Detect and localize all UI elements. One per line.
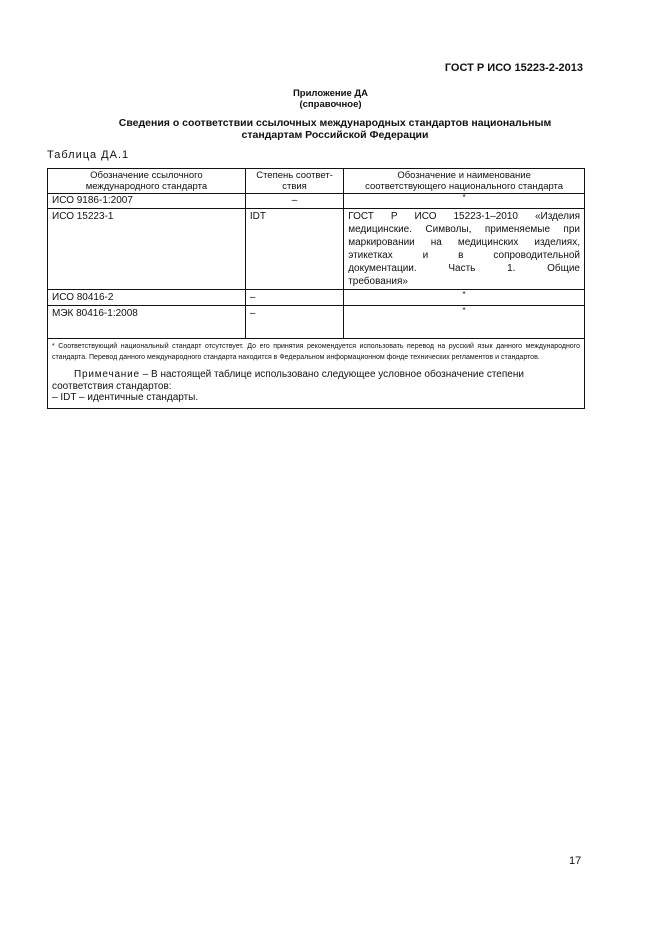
header-text: Обозначение и наименование — [397, 170, 531, 181]
cell-ref: ИСО 9186-1:2007 — [48, 194, 246, 209]
appendix-subtitle: (справочное) — [299, 99, 362, 110]
appendix-title: Приложение ДА — [292, 88, 369, 99]
table-footnote: * Соответствующий национальный стандарт отсутствует. До его принятия рекомендуется использовать перевод на русский язык данного международного стандарта. Перевод данного международного стандарта находится в Федеральном информационном фонде технических регламентов и стандартов. — [52, 343, 580, 361]
cell-degree: – — [245, 290, 343, 306]
table-caption: Таблица ДА.1 — [47, 149, 130, 161]
table-header-row — [48, 169, 585, 194]
table-row — [48, 194, 585, 209]
header-degree — [245, 169, 343, 194]
header-text: ствия — [282, 181, 307, 192]
note-item: – IDT – идентичные стандарты. — [52, 392, 199, 403]
table-row — [48, 306, 585, 339]
appendix-heading-line2: стандартам Российской Федерации — [241, 129, 429, 141]
standards-table — [47, 168, 585, 409]
table-footnote-row — [48, 339, 585, 409]
cell-degree: IDT — [245, 209, 343, 290]
table-row — [48, 209, 585, 290]
cell-national — [344, 290, 585, 306]
national-line: ГОСТ Р ИСО 15223-1–2010 «Изделия — [348, 211, 580, 222]
cell-degree — [245, 194, 343, 209]
header-national-standard — [344, 169, 585, 194]
footnote-mark: * — [462, 306, 466, 315]
document-code: ГОСТ Р ИСО 15223-2-2013 — [444, 62, 583, 74]
appendix-heading-line1: Сведения о соответствии ссылочных международных стандартов национальным — [118, 117, 552, 129]
appendix-title-block — [0, 88, 661, 110]
page-number: 17 — [569, 855, 582, 867]
national-line: медицинские. Символы, применяемые при — [348, 224, 580, 235]
footnote-mark: * — [462, 290, 466, 299]
note-text: – В настоящей таблице использовано следующее условное обозначение степени соответствия стандартов: — [52, 369, 524, 392]
header-text: соответствующего национального стандарта — [365, 181, 564, 192]
cell-national — [344, 194, 585, 209]
table-row — [48, 290, 585, 306]
cell-ref: МЭК 80416-1:2008 — [48, 306, 246, 339]
header-text: Обозначение ссылочного — [90, 170, 203, 181]
national-line: требования» — [348, 276, 408, 287]
cell-ref: ИСО 80416-2 — [48, 290, 246, 306]
national-line: этикетках и в сопроводительной — [348, 250, 580, 261]
national-line: маркировании на медицинских изделиях, — [348, 237, 580, 248]
note-label: Примечание — [74, 369, 140, 380]
header-ref-standard — [48, 169, 246, 194]
header-text: международного стандарта — [85, 181, 208, 192]
header-text: Степень соответ- — [256, 170, 333, 181]
appendix-heading — [90, 117, 580, 141]
cell-degree: – — [245, 306, 343, 339]
table-note — [52, 369, 580, 392]
footnote-cell — [48, 339, 585, 409]
degree-value: – — [291, 195, 298, 206]
footnote-mark: * — [462, 193, 466, 202]
cell-national — [344, 209, 585, 290]
cell-national — [344, 306, 585, 339]
national-line: документации. Часть 1. Общие — [348, 263, 580, 274]
cell-ref: ИСО 15223-1 — [48, 209, 246, 290]
